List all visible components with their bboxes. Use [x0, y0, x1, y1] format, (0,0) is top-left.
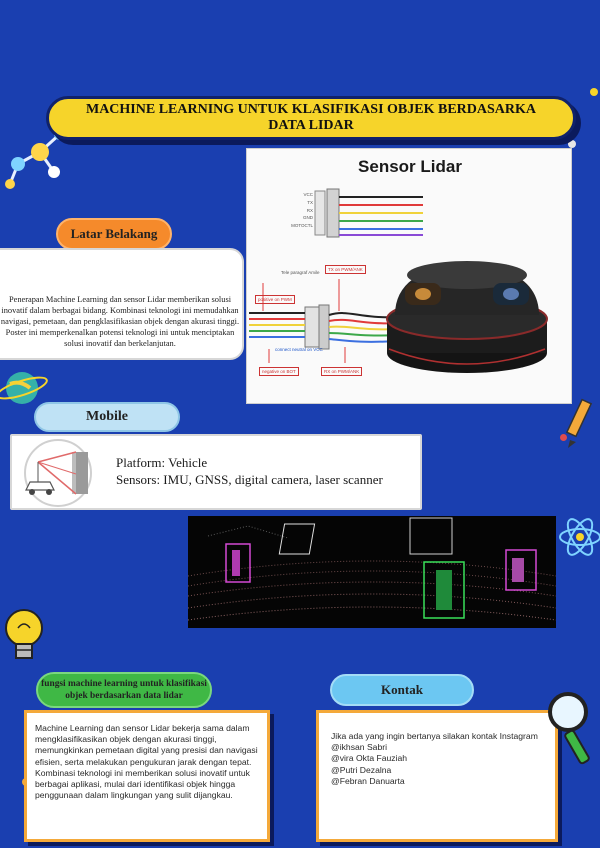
- mobile-text: [116, 454, 383, 488]
- vehicle-scan-icon: [16, 438, 100, 508]
- title-line-1: MACHINE LEARNING UNTUK KLASIFIKASI OBJEK BERDASARKA: [85, 102, 536, 117]
- fungsi-body-card: [24, 710, 270, 842]
- sensor-title: Sensor Lidar: [358, 157, 462, 176]
- diagram-label-rx: RX on PWM/ANK: [321, 367, 362, 376]
- magnifier-icon: [542, 690, 600, 770]
- pin-label: GND: [303, 215, 313, 221]
- diagram-label-vcc: connect neutral on VCC: [275, 347, 323, 352]
- lidar-point-cloud-image: [188, 516, 556, 628]
- pencil-icon: [562, 398, 598, 450]
- kontak-handle[interactable]: @Febran Danuarta: [331, 775, 405, 786]
- mobile-card: [10, 434, 422, 510]
- decor-dot: [568, 140, 576, 148]
- latar-heading-pill: [56, 218, 172, 250]
- mobile-heading: Mobile: [86, 409, 128, 424]
- pin-label: RX: [306, 207, 313, 213]
- mobile-heading-pill: [34, 402, 180, 432]
- kontak-heading-pill: [330, 674, 474, 706]
- lightbulb-icon: [0, 600, 50, 678]
- title-line-2: DATA LIDAR: [268, 118, 354, 133]
- title-banner: [46, 96, 576, 140]
- pin-label: VCC: [303, 192, 313, 197]
- kontak-handle[interactable]: @vira Okta Fauziah: [331, 753, 408, 764]
- fungsi-heading-line-1: fungsi machine learning untuk klasifikasi: [41, 679, 207, 689]
- fungsi-heading-pill: [36, 672, 212, 708]
- diagram-label-pos: positive on PWM: [255, 295, 295, 304]
- kontak-handle[interactable]: @Putri Dezalna: [331, 764, 392, 775]
- pin-label: TX: [307, 199, 313, 205]
- decor-dot: [590, 88, 598, 96]
- mobile-platform: Platform: Vehicle: [116, 455, 208, 470]
- latar-heading: Latar Belakang: [70, 226, 158, 241]
- fungsi-body-text: Machine Learning dan sensor Lidar bekerja sama dalam mengklasifikasikan objek dengan akurasi tinggi, memungkinkan pemetaan digital yang presisi dan navigasi efisien, serta melakukan pengukuran jarak dengan tepat. Kombinasi teknologi ini memberikan solusi inovatif untuk berbagai aplikasi, mulai dari identifikasi objek hingga penggunaan dalam lingkungan yang sulit dijangkau.: [35, 723, 258, 801]
- kontak-body-card: [316, 710, 558, 842]
- diagram-label-top: Tele paragraf Amile: [281, 270, 320, 275]
- latar-body-card: [0, 248, 244, 360]
- latar-body-text: Penerapan Machine Learning dan sensor Lidar memberikan solusi inovatif dalam berbagai bidang. Kombinasi teknologi ini memudahkan navigasi, pemetaan, dan pengklasifikasian objek dengan akurasi tinggi. Poster ini memperkenalkan potensi teknologi ini untuk menciptakan solusi inovatif dan berkelanjutan.: [0, 295, 240, 348]
- mobile-sensors: Sensors: IMU, GNSS, digital camera, laser scanner: [116, 472, 383, 487]
- diagram-label-neg: negative on BOT: [259, 367, 299, 376]
- sensor-lidar-card: [246, 148, 572, 404]
- pin-label: MOTOCTL: [291, 223, 313, 229]
- atom-icon: [556, 506, 600, 568]
- fungsi-heading-line-2: objek berdasarkan data lidar: [65, 691, 183, 701]
- diagram-label-tx: TX on PWM/ANK: [325, 265, 366, 274]
- kontak-handle[interactable]: @ikhsan Sabri: [331, 742, 388, 753]
- lidar-device-icon: [375, 249, 555, 379]
- pin-labels: [283, 191, 313, 230]
- point-cloud-graphic: [188, 516, 556, 628]
- kontak-heading: Kontak: [381, 682, 423, 697]
- kontak-intro: Jika ada yang ingin bertanya silakan kontak Instagram: [331, 731, 538, 741]
